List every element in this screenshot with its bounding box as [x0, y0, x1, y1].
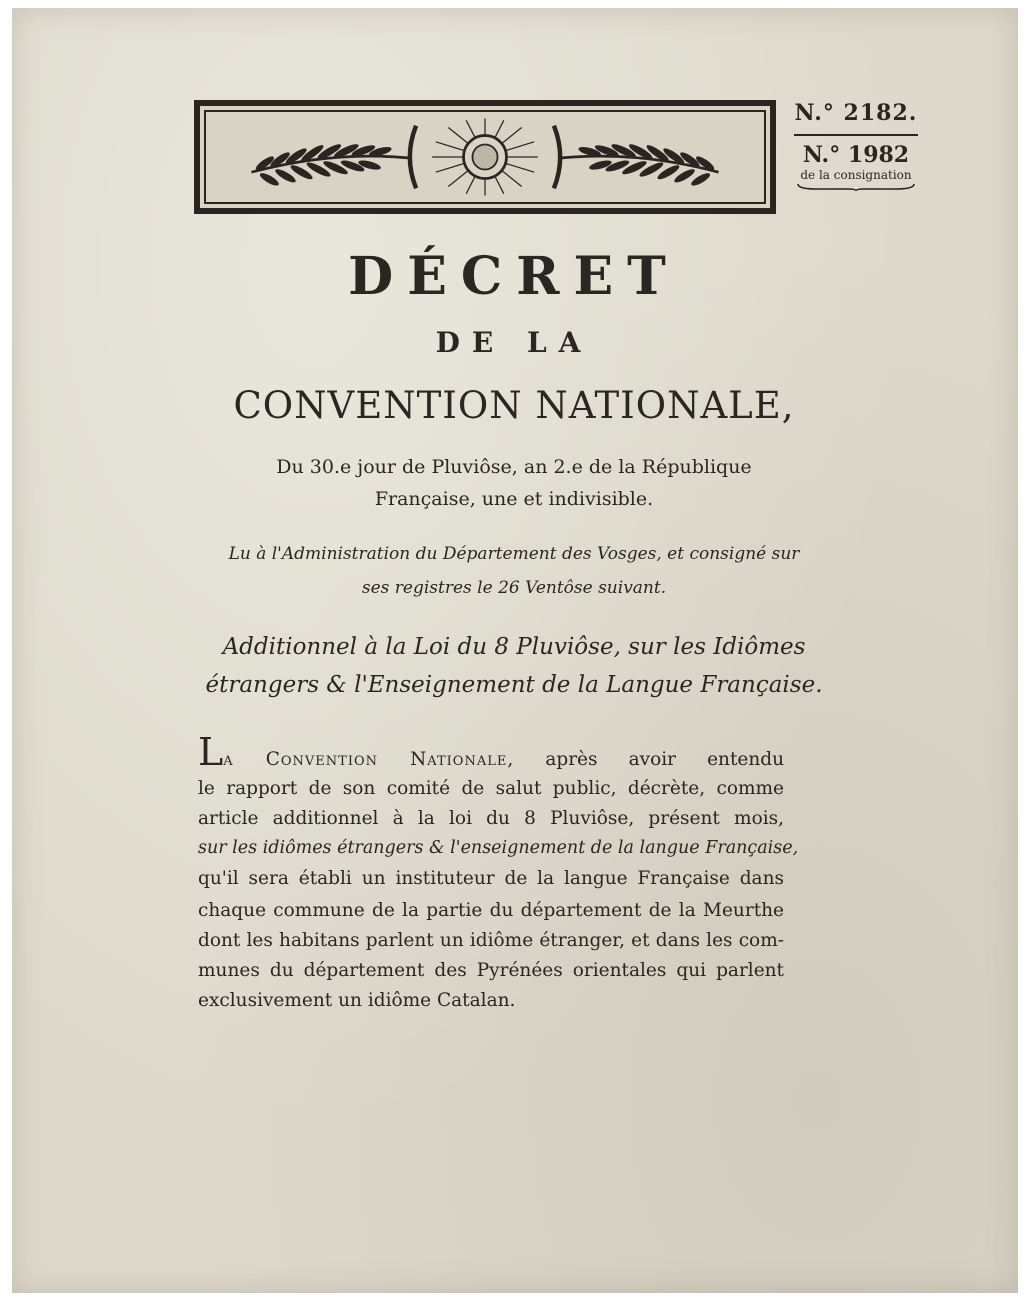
body-line-5: qu'il sera établi un instituteur de la langue Française dans — [198, 868, 784, 889]
registration-line-1: Lu à l'Administration du Département des Vosges, et consigné sur — [228, 544, 800, 564]
palm-sunburst-ornament-icon — [200, 106, 770, 208]
number-divider — [794, 134, 918, 136]
dateline-1: Du 30.e jour de Pluviôse, an 2.e de la République — [276, 456, 752, 478]
document-page — [12, 8, 1018, 1293]
body-lead-smallcaps: a Convention Nationale, — [223, 749, 515, 770]
document-number-box — [790, 100, 922, 192]
document-number-secondary: N.° 1982 — [802, 142, 910, 168]
consignation-caption: de la consignation — [800, 168, 912, 182]
brace-icon — [796, 182, 916, 192]
body-line-3: article additionnel à la loi du 8 Pluviôse, présent mois, — [198, 808, 784, 829]
body-line-4: sur les idiômes étrangers & l'enseignement de la langue Française, — [198, 838, 799, 858]
dropcap-letter: L — [198, 730, 224, 774]
dateline-2: Française, une et indivisible. — [374, 488, 654, 510]
body-text: après avoir entendu — [545, 749, 784, 770]
subtitle-line-2: étrangers & l'Enseignement de la Langue Française. — [205, 672, 823, 698]
body-line-1 — [198, 730, 784, 774]
body-line-8: munes du département des Pyrénées orientales qui parlent — [198, 960, 784, 981]
subtitle-line-1: Additionnel à la Loi du 8 Pluviôse, sur les Idiômes — [222, 634, 806, 660]
registration-line-2: ses registres le 26 Ventôse suivant. — [361, 578, 667, 598]
body-line-9: exclusivement un idiôme Catalan. — [198, 990, 516, 1011]
body-line-6: chaque commune de la partie du département de la Meurthe — [198, 900, 784, 921]
body-line-7: dont les habitans parlent un idiôme étranger, et dans les com- — [198, 930, 784, 951]
title-de-la: DE LA — [435, 326, 593, 359]
title-decret: DÉCRET — [348, 246, 680, 307]
document-number-primary: N.° 2182. — [794, 100, 918, 126]
ornamental-header-banner — [194, 100, 776, 214]
title-convention-nationale: CONVENTION NATIONALE, — [233, 384, 795, 427]
body-line-2: le rapport de son comité de salut public, décrète, comme — [198, 778, 784, 799]
